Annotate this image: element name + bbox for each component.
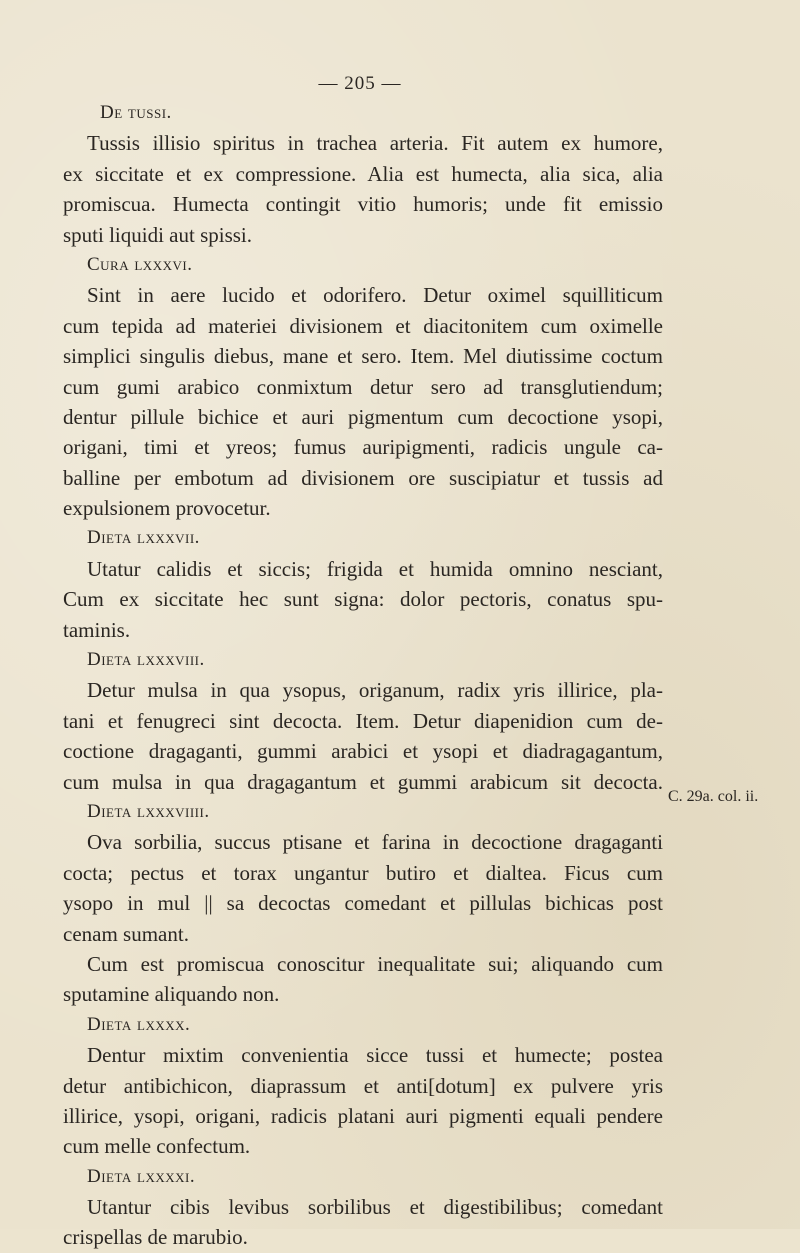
text-line: expulsionem provocetur. [63, 496, 271, 521]
margin-note: C. 29a. col. ii. [668, 788, 759, 805]
text-line: ysopo in mul || sa decoctas comedant et pillulas bichicas post [63, 891, 663, 916]
text-line: simplici singulis diebus, mane et sero. Item. Mel diutissime coctum [63, 344, 663, 369]
section-heading: Dieta lxxxxi. [87, 1165, 196, 1187]
text-line: Utatur calidis et siccis; frigida et humida omnino nesciant, [87, 556, 663, 581]
text-block [63, 98, 663, 1253]
text-line: Cum ex siccitate hec sunt signa: dolor pectoris, conatus spu- [63, 587, 663, 612]
section-heading: Cura lxxxvi. [87, 253, 193, 275]
text-line: Dentur mixtim convenientia sicce tussi et humecte; postea [87, 1043, 663, 1068]
section-heading: Dieta lxxxvii. [87, 527, 200, 549]
text-line: coctione dragaganti, gummi arabici et ysopi et diadragagantum, [63, 739, 663, 764]
text-line: origani, timi et yreos; fumus auripigmenti, radicis ungule ca- [63, 435, 663, 460]
text-line: cum melle confectum. [63, 1134, 251, 1159]
section-heading: De tussi. [100, 102, 172, 123]
page-number: — 205 — [318, 73, 402, 94]
section-heading: Dieta lxxxviii. [87, 649, 205, 671]
text-line: cum mulsa in qua dragagantum et gummi arabicum sit decocta. [63, 769, 663, 794]
text-line: Sint in aere lucido et odorifero. Detur oximel squilliticum [87, 283, 663, 308]
text-line: Detur mulsa in qua ysopus, origanum, radix yris illirice, pla- [87, 678, 663, 703]
text-line: Ova sorbilia, succus ptisane et farina in decoctione dragaganti [87, 830, 663, 855]
section-heading: Dieta lxxxviiii. [87, 800, 210, 822]
text-line: tani et fenugreci sint decocta. Item. Detur diapenidion cum de- [63, 708, 663, 733]
text-line: sputamine aliquando non. [63, 982, 280, 1007]
text-line: Cum est promiscua conoscitur inequalitate sui; aliquando cum [87, 951, 663, 976]
text-line: sputi liquidi aut spissi. [63, 222, 253, 247]
text-line: dentur pillule bichice et auri pigmentum cum decoctione ysopi, [63, 404, 663, 429]
text-line: cum tepida ad materiei divisionem et diacitonitem cum oximelle [63, 313, 663, 338]
text-line: illirice, ysopi, origani, radicis platani auri pigmenti equali pendere [63, 1103, 663, 1128]
text-line: detur antibichicon, diaprassum et anti[dotum] ex pulvere yris [63, 1073, 663, 1098]
text-line: crispellas de marubio. [63, 1225, 248, 1250]
text-line: Utantur cibis levibus sorbilibus et digestibilibus; comedant [87, 1195, 663, 1220]
text-line: balline per embotum ad divisionem ore suscipiatur et tussis ad [63, 465, 663, 490]
text-line: Tussis illisio spiritus in trachea arteria. Fit autem ex humore, [87, 131, 663, 156]
section-heading: Dieta lxxxx. [87, 1013, 191, 1035]
text-line: taminis. [63, 617, 131, 642]
text-line: cocta; pectus et torax ungantur butiro et dialtea. Ficus cum [63, 860, 663, 885]
text-line: ex siccitate et ex compressione. Alia est humecta, alia sica, alia [63, 161, 663, 186]
text-line: promiscua. Humecta contingit vitio humoris; unde fit emissio [63, 192, 663, 217]
text-line: cenam sumant. [63, 921, 189, 946]
text-line: cum gumi arabico conmixtum detur sero ad transglutiendum; [63, 374, 663, 399]
